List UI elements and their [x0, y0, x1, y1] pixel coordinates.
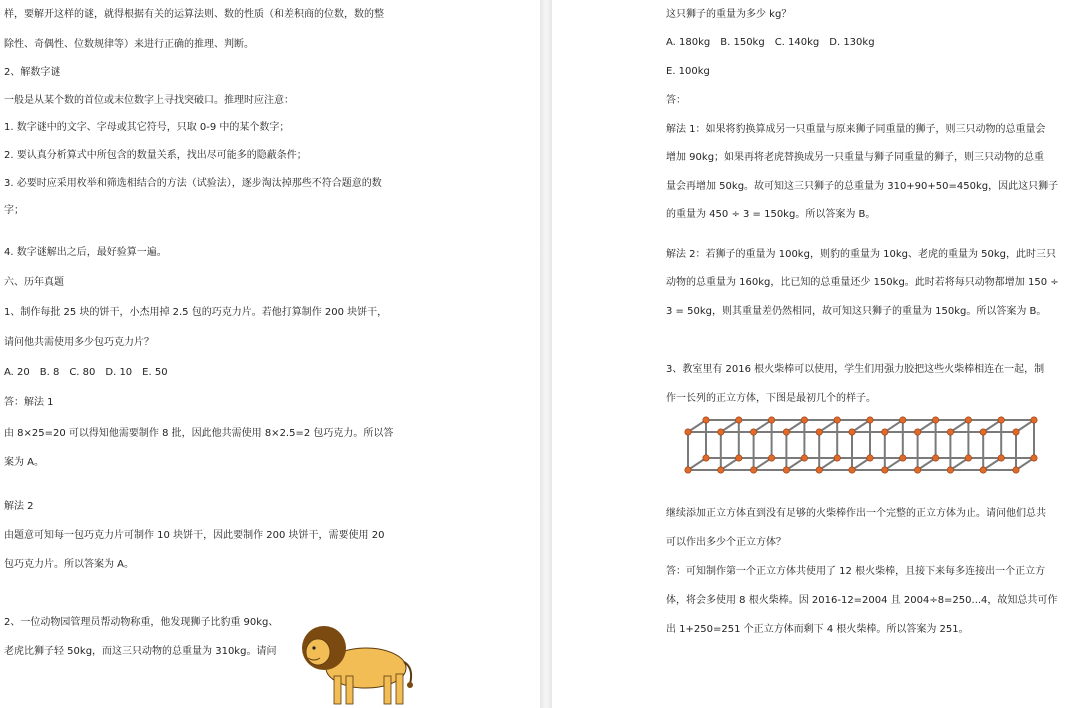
matchstick-joint: [801, 417, 807, 423]
matchstick-joint: [736, 417, 742, 423]
matchstick-joint: [980, 467, 986, 473]
matchstick-joint: [783, 429, 789, 435]
matchstick-joint: [882, 467, 888, 473]
right-line: 答：: [666, 95, 686, 106]
right-line: 增加 90kg；如果再将老虎替换成另一只重量与狮子同重量的狮子，则三只动物的总重: [666, 152, 1045, 163]
left-line: 1. 数字谜中的文字、字母或其它符号，只取 0-9 中的某个数字；: [4, 122, 290, 133]
matchstick-joint: [914, 429, 920, 435]
matchstick-joint: [947, 467, 953, 473]
answer-options: E. 100kg: [666, 66, 710, 77]
matchstick-joint: [1031, 455, 1037, 461]
matchstick-joint: [685, 429, 691, 435]
right-line: 可以作出多少个正立方体？: [666, 537, 786, 548]
matchstick-joint: [816, 467, 822, 473]
left-line: 2、一位动物园管理员帮动物称重，他发现狮子比豹重 90kg、: [4, 617, 279, 628]
right-line: 体，将会多使用 8 根火柴棒。因 2016-12=2004 且 2004÷8=250...4，故知总共可作: [666, 595, 1058, 606]
page-gutter: [540, 0, 552, 708]
matchstick-joint: [998, 455, 1004, 461]
left-line: 案为 A。: [4, 457, 45, 468]
left-line: 1、制作每批 25 块的饼干，小杰用掉 2.5 包的巧克力片。若他打算制作 200 块饼干，: [4, 307, 388, 318]
left-line: 3. 必要时应采用枚举和筛选相结合的方法（试验法），逐步淘汰掉那些不符合题意的数: [4, 178, 382, 189]
answer-options: A. 180kg B. 150kg C. 140kg D. 130kg: [666, 37, 875, 48]
matchstick-joint: [783, 467, 789, 473]
matchstick-joint: [914, 467, 920, 473]
matchstick-joint: [834, 417, 840, 423]
matchstick-joint: [718, 467, 724, 473]
left-line: 请问他共需使用多少包巧克力片？: [4, 337, 154, 348]
matchstick-joint: [947, 429, 953, 435]
matchstick-joint: [867, 455, 873, 461]
right-line: 的重量为 450 ÷ 3 = 150kg。所以答案为 B。: [666, 209, 876, 220]
matchstick-joint: [768, 455, 774, 461]
right-page: [552, 0, 1080, 708]
matchstick-joint: [849, 429, 855, 435]
matchstick-joint: [900, 455, 906, 461]
matchstick-joint: [718, 429, 724, 435]
right-line: 动物的总重量为 160kg，比已知的总重量还少 150kg。此时若将每只动物都增加 150 ÷: [666, 277, 1059, 288]
matchstick-joint: [750, 429, 756, 435]
matchstick-joint: [849, 467, 855, 473]
matchstick-joint: [980, 429, 986, 435]
left-line: 由 8×25=20 可以得知他需要制作 8 批，因此他共需使用 8×2.5=2 包巧克力。所以答: [4, 428, 394, 439]
matchstick-joint: [685, 467, 691, 473]
right-line: 3 = 50kg，则其重量差仍然相同，故可知这只狮子的重量为 150kg。所以答案为 B。: [666, 306, 1047, 317]
matchstick-joint: [834, 455, 840, 461]
left-line: 字；: [4, 205, 24, 216]
left-line: 4. 数字谜解出之后，最好验算一遍。: [4, 247, 167, 258]
answer-options: A. 20 B. 8 C. 80 D. 10 E. 50: [4, 367, 168, 378]
right-line: 量会再增加 50kg。故可知这三只狮子的总重量为 310+90+50=450kg，因此这只狮子: [666, 181, 1059, 192]
matchstick-joint: [965, 455, 971, 461]
matchstick-joint: [750, 467, 756, 473]
section-heading: 六、历年真题: [4, 277, 64, 288]
matchstick-joint: [816, 429, 822, 435]
right-line: 作一长列的正立方体，下图是最初几个的样子。: [666, 393, 876, 404]
matchstick-joint: [998, 417, 1004, 423]
right-line: 3、教室里有 2016 根火柴棒可以使用，学生们用强力胶把这些火柴棒相连在一起，制: [666, 364, 1045, 375]
right-line: 这只狮子的重量为多少 kg？: [666, 9, 792, 20]
matchstick-joint: [736, 455, 742, 461]
matchstick-joint: [965, 417, 971, 423]
matchstick-joint: [768, 417, 774, 423]
left-line: 由题意可知每一包巧克力片可制作 10 块饼干，因此要制作 200 块饼干，需要使用 20: [4, 530, 385, 541]
matchstick-joint: [703, 455, 709, 461]
matchstick-joint: [1013, 467, 1019, 473]
matchstick-joint: [703, 417, 709, 423]
left-line: 老虎比狮子轻 50kg，而这三只动物的总重量为 310kg。请问: [4, 646, 277, 657]
left-line: 包巧克力片。所以答案为 A。: [4, 559, 135, 570]
left-line: 2. 要认真分析算式中所包含的数量关系，找出尽可能多的隐蔽条件；: [4, 150, 307, 161]
left-line: 样，要解开这样的谜，就得根据有关的运算法则、数的性质（和差积商的位数，数的整: [4, 9, 384, 20]
lion-illustration: [296, 618, 416, 708]
right-line: 解法 2：若狮子的重量为 100kg，则豹的重量为 10kg、老虎的重量为 50kg，此时三只: [666, 249, 1057, 260]
right-line: 继续添加正立方体直到没有足够的火柴棒作出一个完整的正立方体为止。请问他们总共: [666, 508, 1046, 519]
left-line: 一般是从某个数的首位或末位数字上寻找突破口。推理时应注意：: [4, 95, 294, 106]
matchstick-joint: [882, 429, 888, 435]
matchstick-joint: [801, 455, 807, 461]
matchstick-joint: [932, 417, 938, 423]
matchstick-joint: [1031, 417, 1037, 423]
matchstick-joint: [1013, 429, 1019, 435]
matchstick-joint: [900, 417, 906, 423]
left-line: 2、解数字谜: [4, 67, 61, 78]
left-line: 解法 2: [4, 501, 34, 512]
right-line: 出 1+250=251 个正立方体而剩下 4 根火柴棒。所以答案为 251。: [666, 624, 969, 635]
matchstick-cube-row: [682, 414, 1040, 478]
left-line: 除性、奇偶性、位数规律等）来进行正确的推理、判断。: [4, 39, 254, 50]
matchstick-joint: [867, 417, 873, 423]
matchstick-joint: [932, 455, 938, 461]
left-line: 答：解法 1: [4, 397, 54, 408]
right-line: 解法 1：如果将豹换算成另一只重量与原来狮子同重量的狮子，则三只动物的总重量会: [666, 124, 1046, 135]
right-line: 答：可知制作第一个正立方体共使用了 12 根火柴棒，且接下来每多连接出一个正立方: [666, 566, 1046, 577]
